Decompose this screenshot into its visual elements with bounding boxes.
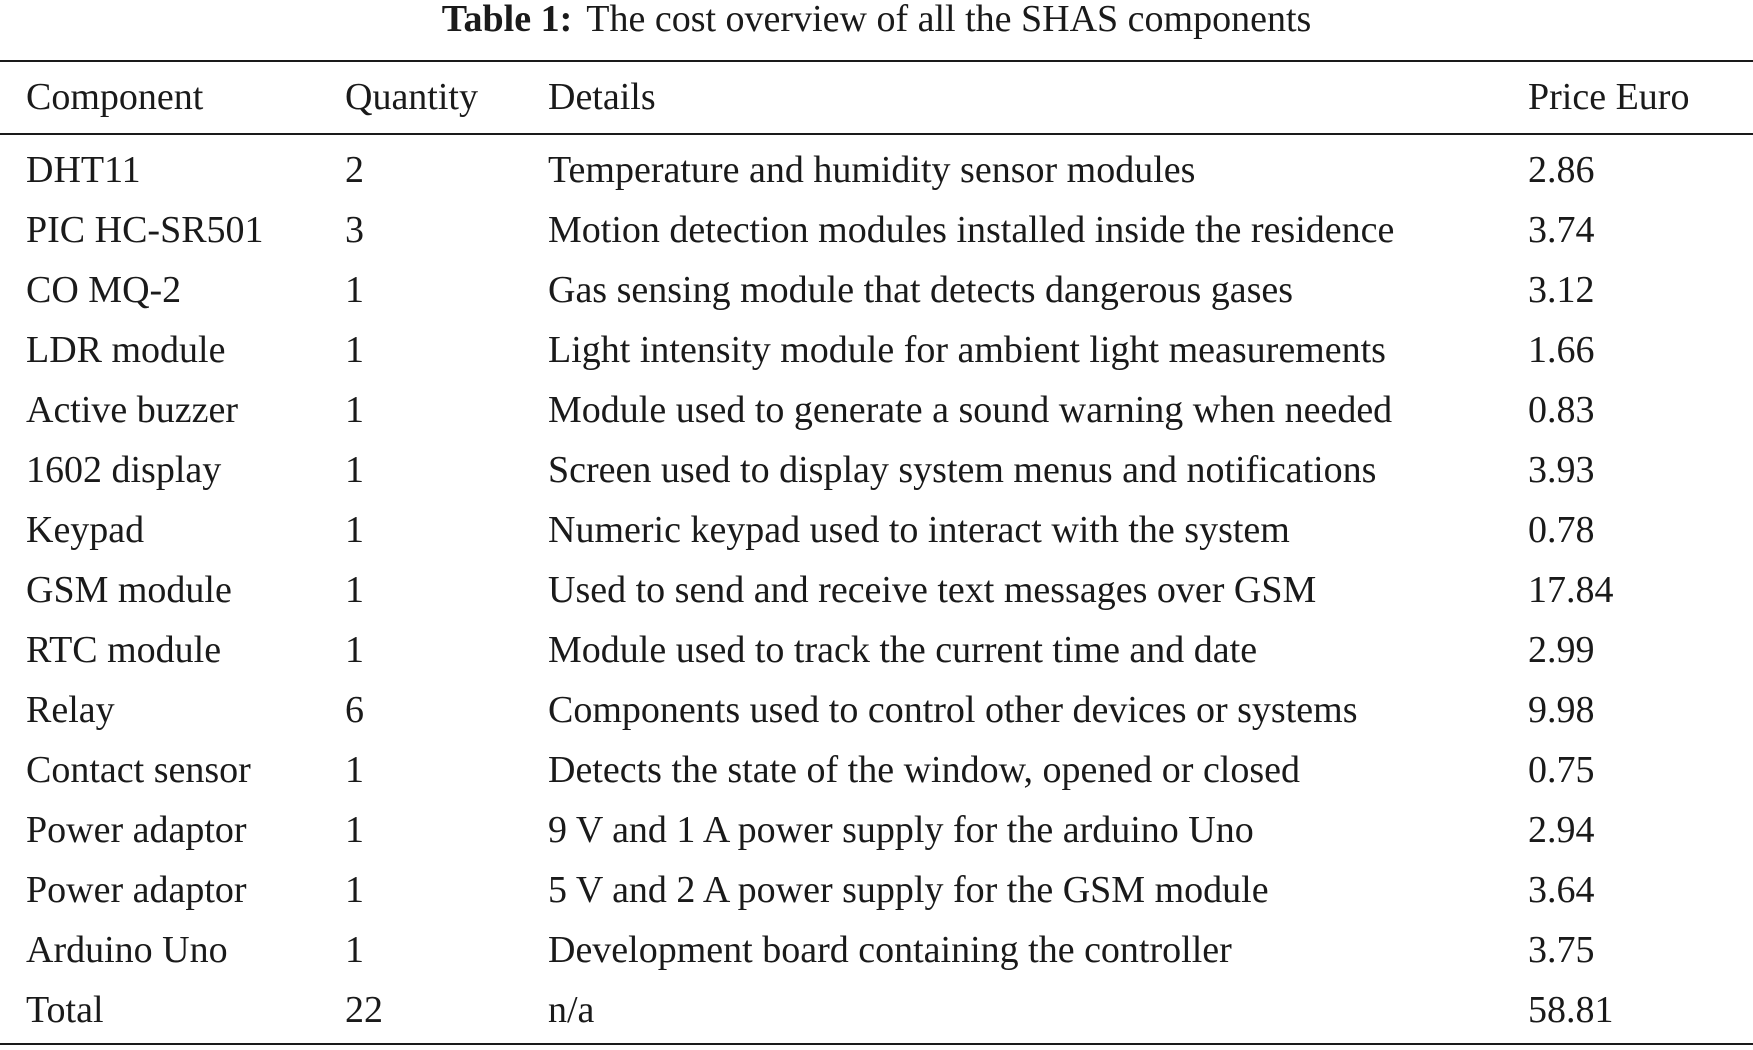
table-caption — [0, 0, 1753, 38]
cell-details: Screen used to display system menus and notifications — [548, 449, 1377, 491]
cell-details: n/a — [548, 989, 595, 1031]
table-row — [0, 500, 1753, 560]
table-row — [0, 800, 1753, 860]
cell-component: 1602 display — [26, 449, 222, 491]
cell-details: Components used to control other devices or systems — [548, 689, 1358, 731]
table-row — [0, 620, 1753, 680]
cell-quantity: 6 — [345, 689, 364, 731]
cell-quantity: 1 — [345, 569, 364, 611]
cell-component: Total — [26, 989, 104, 1031]
table-row — [0, 380, 1753, 440]
table-row — [0, 320, 1753, 380]
table-row — [0, 200, 1753, 260]
cell-component: Contact sensor — [26, 749, 251, 791]
cell-quantity: 1 — [345, 809, 364, 851]
cell-details: Module used to generate a sound warning when needed — [548, 389, 1393, 431]
cell-component: Keypad — [26, 509, 145, 551]
cell-component: Active buzzer — [26, 389, 239, 431]
cell-price: 2.94 — [1528, 809, 1595, 851]
cell-details: Used to send and receive text messages over GSM — [548, 569, 1317, 611]
table-row — [0, 920, 1753, 980]
table-caption-label: Table 1: — [441, 0, 573, 40]
cell-quantity: 1 — [345, 629, 364, 671]
cell-price: 3.74 — [1528, 209, 1595, 251]
cell-details: Module used to track the current time and date — [548, 629, 1258, 671]
cell-component: Relay — [26, 689, 115, 731]
cell-details: Gas sensing module that detects dangerous gases — [548, 269, 1294, 311]
cell-quantity: 1 — [345, 329, 364, 371]
cell-component: Arduino Uno — [26, 929, 228, 971]
cell-component: LDR module — [26, 329, 226, 371]
cell-price: 2.86 — [1528, 149, 1595, 191]
cell-price: 3.12 — [1528, 269, 1595, 311]
table-header-row — [0, 67, 1753, 127]
table-caption-text: The cost overview of all the SHAS components — [586, 0, 1312, 40]
table-row — [0, 680, 1753, 740]
cell-details: Temperature and humidity sensor modules — [548, 149, 1196, 191]
cell-price: 0.83 — [1528, 389, 1595, 431]
table-bottom-rule — [0, 1043, 1753, 1045]
cell-details: Detects the state of the window, opened or closed — [548, 749, 1301, 791]
table-row — [0, 440, 1753, 500]
table-row — [0, 560, 1753, 620]
cell-quantity: 1 — [345, 449, 364, 491]
cell-quantity: 1 — [345, 869, 364, 911]
cell-quantity: 1 — [345, 389, 364, 431]
cell-quantity: 2 — [345, 149, 364, 191]
table-row — [0, 140, 1753, 200]
cell-quantity: 3 — [345, 209, 364, 251]
cell-component: DHT11 — [26, 149, 141, 191]
table-row — [0, 860, 1753, 920]
cell-price: 0.75 — [1528, 749, 1595, 791]
cell-price: 1.66 — [1528, 329, 1595, 371]
cell-price: 3.75 — [1528, 929, 1595, 971]
header-quantity: Quantity — [345, 76, 478, 118]
cell-component: CO MQ-2 — [26, 269, 182, 311]
cell-quantity: 1 — [345, 269, 364, 311]
cell-details: 9 V and 1 A power supply for the arduino Uno — [548, 809, 1254, 851]
cell-component: PIC HC-SR501 — [26, 209, 264, 251]
cell-quantity: 1 — [345, 749, 364, 791]
cell-quantity: 1 — [345, 509, 364, 551]
header-component: Component — [26, 76, 204, 118]
cell-price: 9.98 — [1528, 689, 1595, 731]
header-price: Price Euro — [1528, 76, 1690, 118]
cell-price: 58.81 — [1528, 989, 1614, 1031]
cell-component: Power adaptor — [26, 869, 247, 911]
table-row — [0, 740, 1753, 800]
cell-details: Motion detection modules installed inside the residence — [548, 209, 1395, 251]
cell-component: Power adaptor — [26, 809, 247, 851]
table-header-rule — [0, 133, 1753, 135]
cell-price: 2.99 — [1528, 629, 1595, 671]
cell-quantity: 22 — [345, 989, 383, 1031]
cell-price: 0.78 — [1528, 509, 1595, 551]
cell-details: Numeric keypad used to interact with the system — [548, 509, 1290, 551]
cell-price: 17.84 — [1528, 569, 1614, 611]
cell-quantity: 1 — [345, 929, 364, 971]
cell-price: 3.64 — [1528, 869, 1595, 911]
cell-price: 3.93 — [1528, 449, 1595, 491]
table-top-rule — [0, 60, 1753, 62]
table-total-row — [0, 980, 1753, 1040]
table-row — [0, 260, 1753, 320]
header-details: Details — [548, 76, 656, 118]
cell-component: GSM module — [26, 569, 232, 611]
cell-details: 5 V and 2 A power supply for the GSM module — [548, 869, 1269, 911]
cell-details: Light intensity module for ambient light measurements — [548, 329, 1386, 371]
cell-component: RTC module — [26, 629, 222, 671]
cell-details: Development board containing the controller — [548, 929, 1232, 971]
